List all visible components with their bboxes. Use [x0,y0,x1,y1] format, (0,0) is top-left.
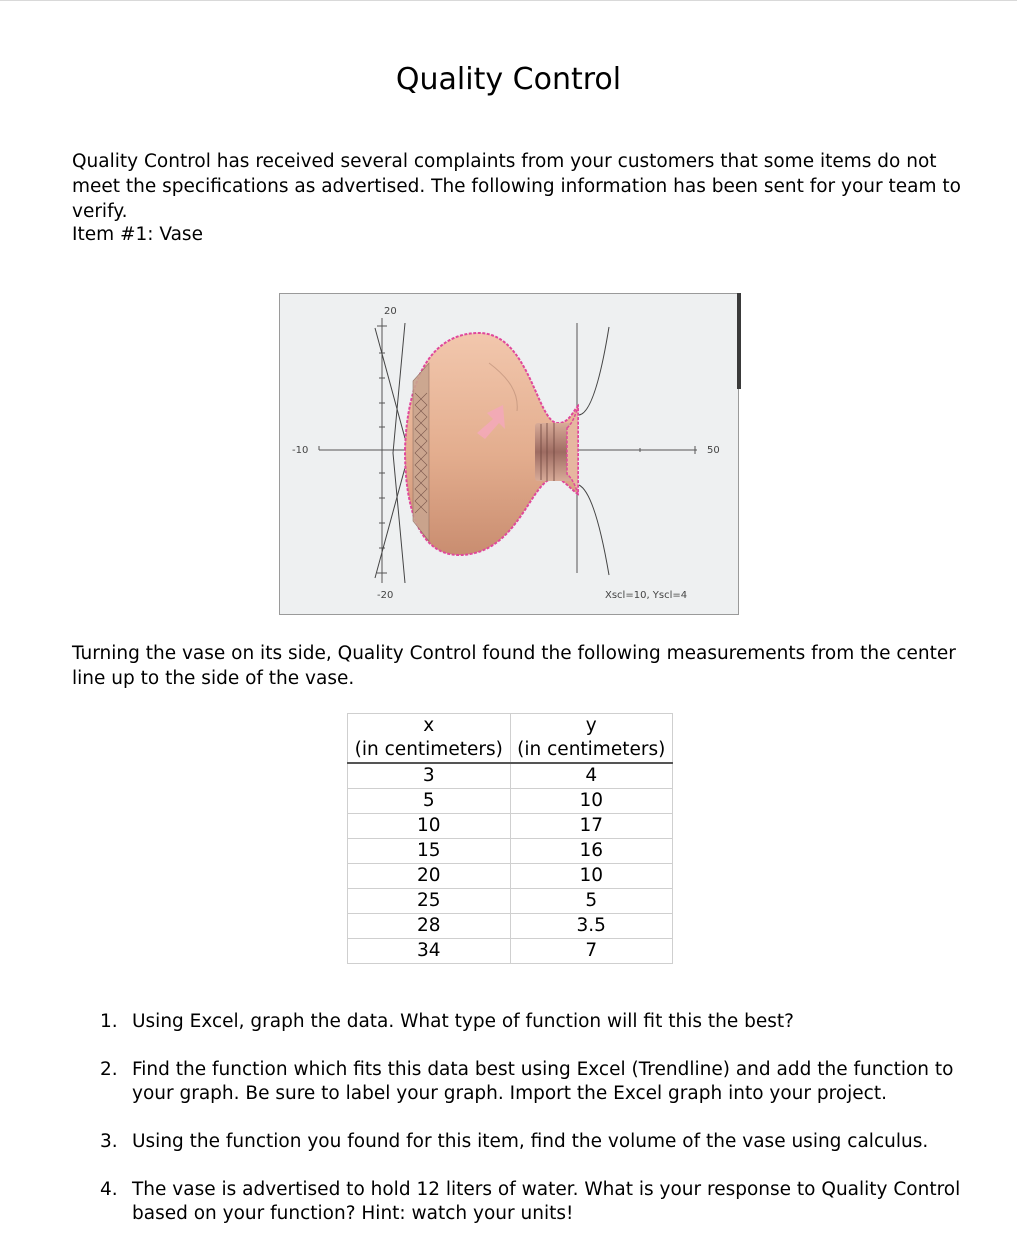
top-rule [0,0,1017,1]
x-cell: 20 [348,864,511,889]
table-row [348,914,673,939]
measurement-table [347,713,673,964]
question-item [100,1130,980,1154]
x-cell: 34 [348,939,511,964]
x-cell: 3 [348,763,511,789]
x-cell: 28 [348,914,511,939]
table-row [348,839,673,864]
y-unit: (in centimeters) [517,739,666,760]
y-cell: 10 [510,789,673,814]
scale-label: Xscl=10, Yscl=4 [605,590,688,601]
x-max-label: 50 [707,445,720,456]
question-number: 1. [100,1011,118,1032]
vase-band [413,363,429,541]
question-number: 3. [100,1131,118,1152]
x-cell: 15 [348,839,511,864]
x-min-label: -10 [292,445,309,456]
table-row [348,864,673,889]
table-row [348,789,673,814]
y-max-label: 20 [384,306,397,317]
question-number: 2. [100,1059,118,1080]
y-header: y [585,715,597,736]
y-cell: 10 [510,864,673,889]
vase-graph [279,293,741,615]
table-row [348,939,673,964]
y-column-header [510,714,673,764]
table-row [348,763,673,789]
x-unit: (in centimeters) [354,739,503,760]
measurement-paragraph: Turning the vase on its side, Quality Control found the following measurements from the center line up to the side of the vase. [72,643,956,689]
question-text: The vase is advertised to hold 12 liters of water. What is your response to Quality Control based on your function? Hint: watch your units! [132,1179,961,1224]
question-text: Using the function you found for this item, find the volume of the vase using calculus. [132,1131,929,1152]
table-header-row [348,714,673,764]
frame-shadow [737,293,741,389]
y-cell: 7 [510,939,673,964]
x-cell: 5 [348,789,511,814]
y-cell: 5 [510,889,673,914]
y-min-label: -20 [377,590,394,601]
question-text: Find the function which fits this data best using Excel (Trendline) and add the function to your graph. Be sure to label your graph. Import the Excel graph into your project. [132,1059,954,1104]
x-column-header [348,714,511,764]
question-item [100,1010,980,1034]
x-header: x [423,715,435,736]
question-item [100,1178,980,1226]
y-cell: 17 [510,814,673,839]
question-list [100,1010,980,1250]
vase-graph-figure [279,293,741,615]
table-row [348,889,673,914]
table-row [348,814,673,839]
item-label: Item #1: Vase [72,224,203,245]
y-cell: 16 [510,839,673,864]
page-title: Quality Control [395,62,622,97]
y-cell: 4 [510,763,673,789]
question-item [100,1058,980,1106]
y-cell: 3.5 [510,914,673,939]
x-cell: 25 [348,889,511,914]
question-number: 4. [100,1179,118,1200]
intro-paragraph: Quality Control has received several complaints from your customers that some items do not meet the specifications as advertised. The following information has been sent for your team to verify. [72,151,961,222]
x-cell: 10 [348,814,511,839]
question-text: Using Excel, graph the data. What type of function will fit this the best? [132,1011,794,1032]
